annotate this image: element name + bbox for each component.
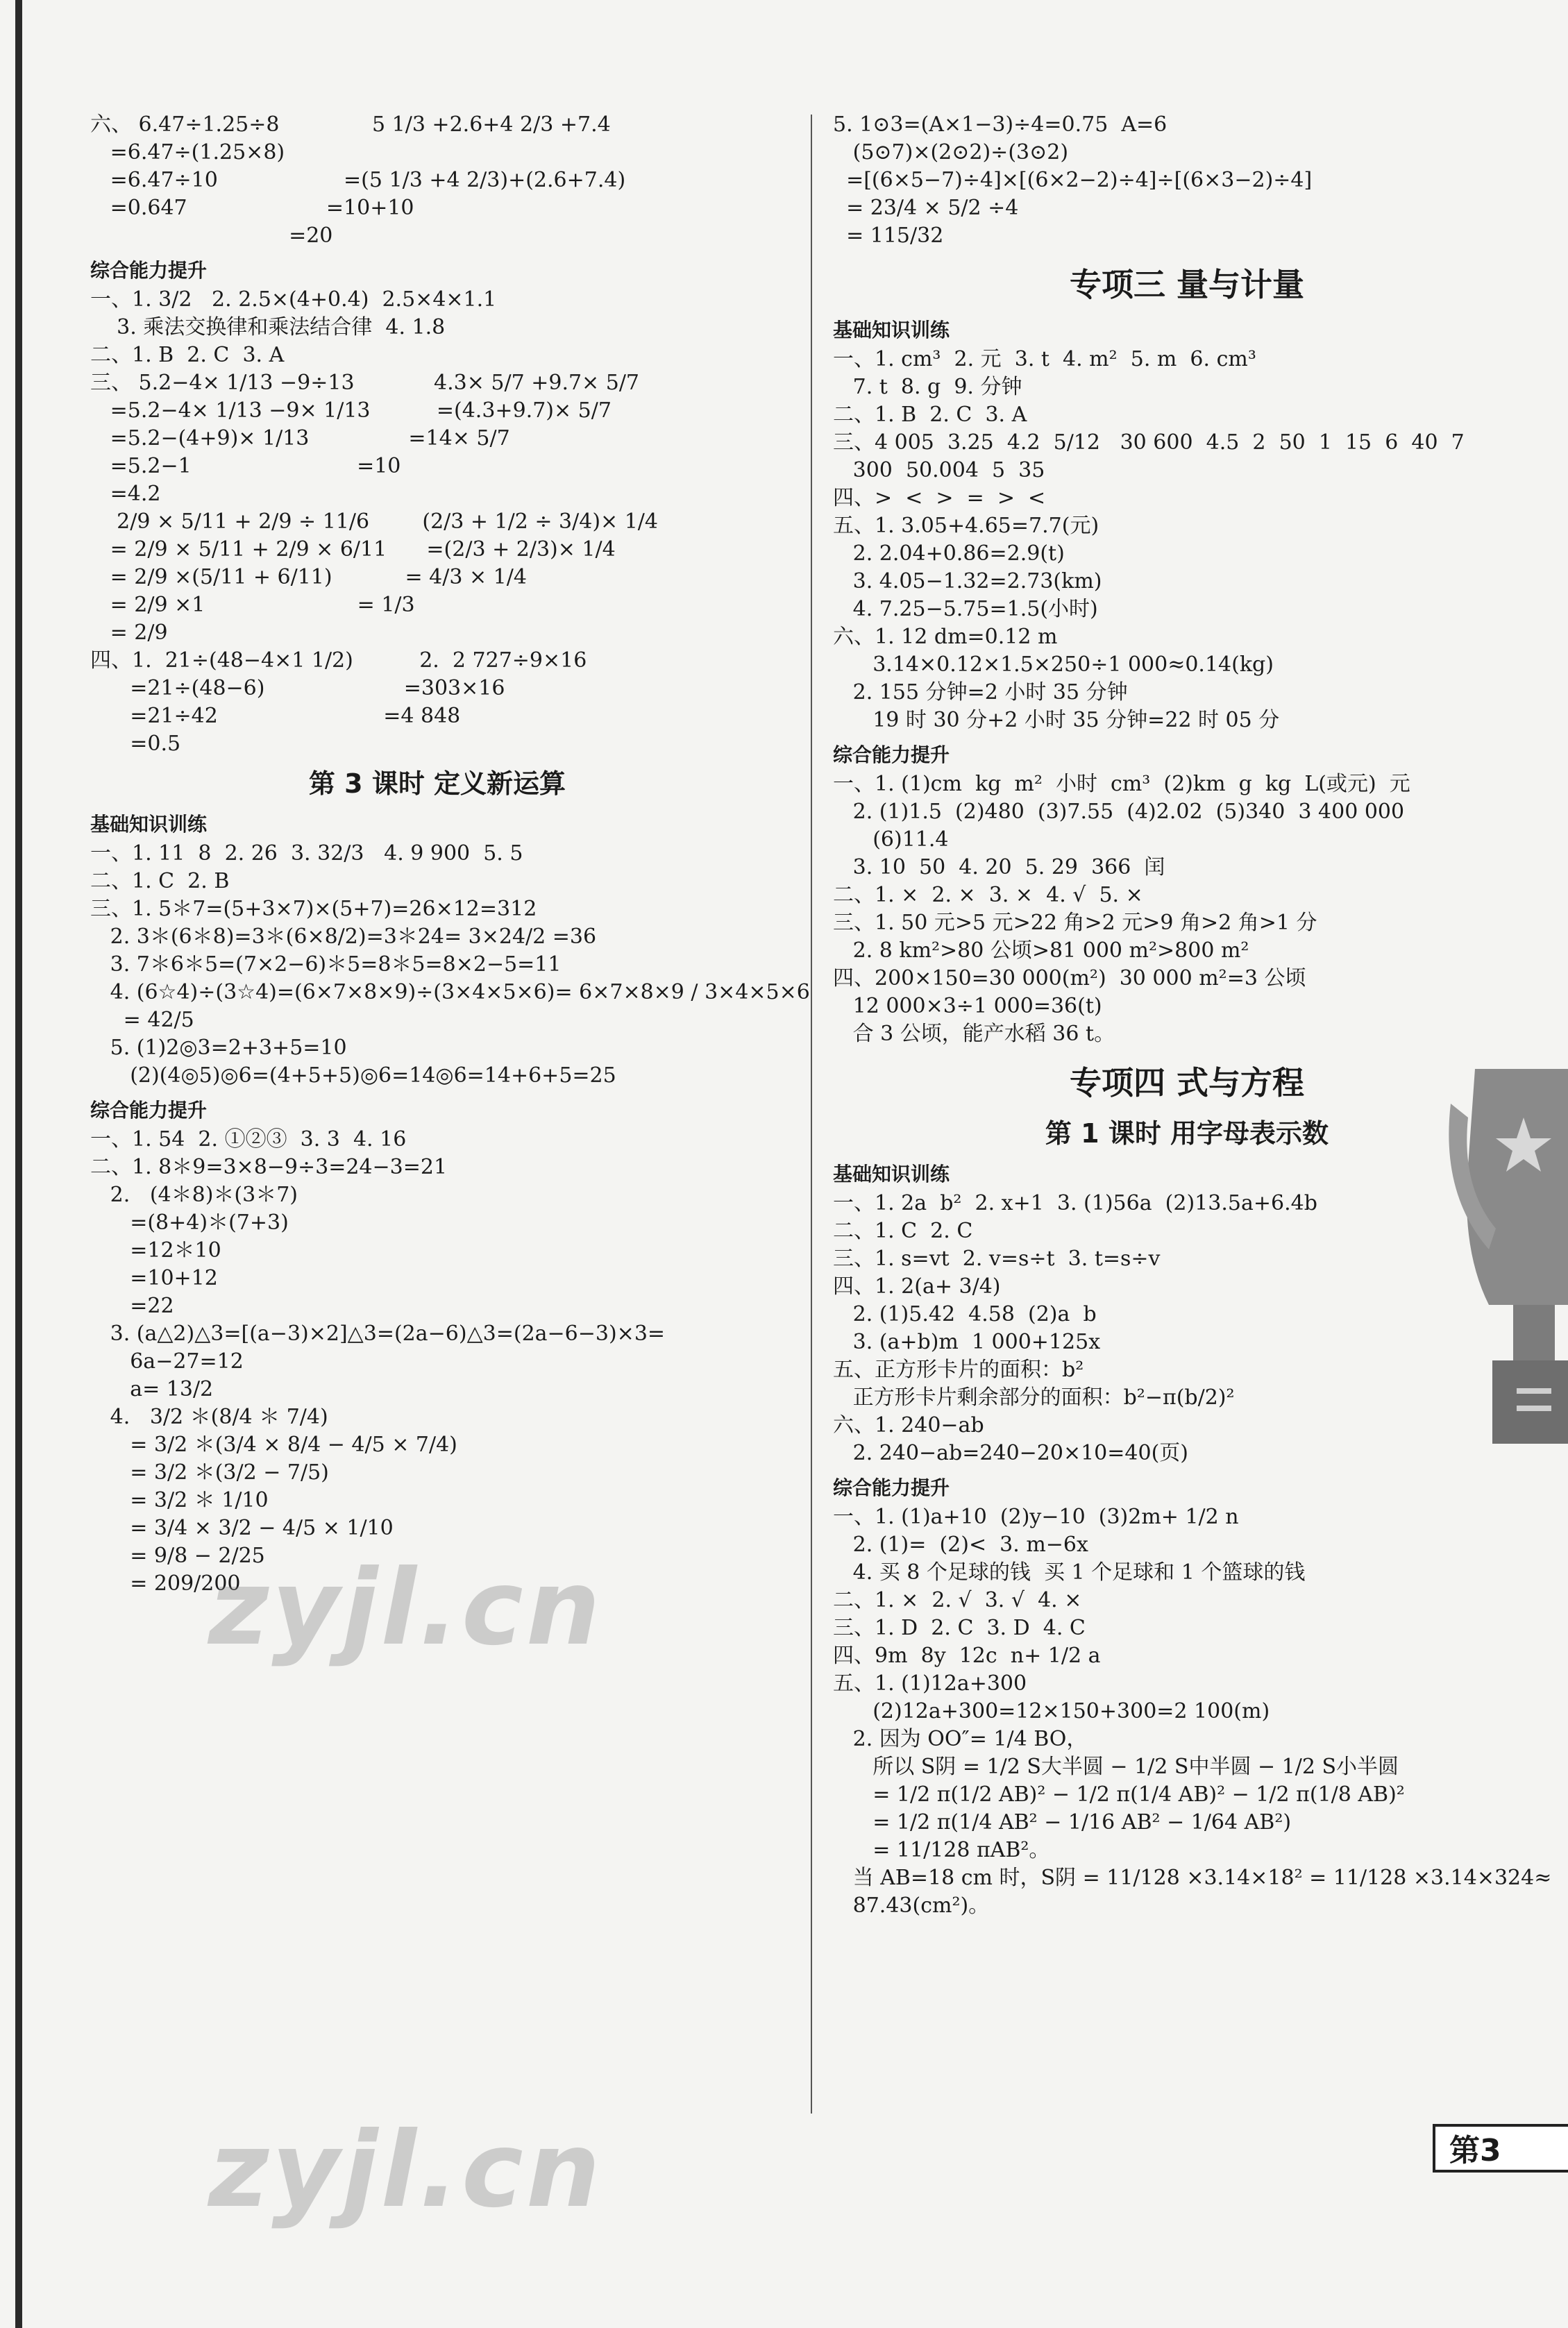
answer-line: 3. 乘法交换律和乘法结合律 4. 1.8 <box>90 315 446 339</box>
answer-line: 12 000×3÷1 000=36(t) <box>833 994 1102 1018</box>
answer-line: =21÷(48−6) =303×16 <box>90 676 505 700</box>
answer-line: 4. 7.25−5.75=1.5(小时) <box>833 597 1098 621</box>
answer-line: =6.47÷(1.25×8) <box>90 140 285 165</box>
subsection-label: 基础知识训练 <box>90 813 208 836</box>
answer-line: =0.647 =10+10 <box>90 196 414 220</box>
answer-line: 7. t 8. g 9. 分钟 <box>833 375 1022 399</box>
answer-line: 一、1. cm³ 2. 元 3. t 4. m² 5. m 6. cm³ <box>833 347 1256 371</box>
subsection-label: 综合能力提升 <box>90 259 208 282</box>
answer-line: 2. (1)5.42 4.58 (2)a b <box>833 1302 1097 1326</box>
answer-line: 3. 7＊6＊5=(7×2−6)＊5=8＊5=8×2−5=11 <box>90 952 562 977</box>
answer-line: =[(6×5−7)÷4]×[(6×2−2)÷4]÷[(6×3−2)÷4] <box>833 168 1313 192</box>
answer-line: = 9/8 − 2/25 <box>90 1544 265 1568</box>
left-column <box>90 111 810 1598</box>
answer-line: 三、4 005 3.25 4.2 5/12 30 600 4.5 2 50 1 15 6 40 7 <box>833 430 1465 455</box>
answer-line: = 2/9 × 5/11 + 2/9 × 6/11 =(2/3 + 2/3)× 1/4 <box>90 537 616 562</box>
column-divider <box>811 115 812 2114</box>
answer-line: = 209/200 <box>90 1571 241 1596</box>
answer-line: 二、1. × 2. √ 3. √ 4. × <box>833 1588 1082 1612</box>
answer-line: 二、1. C 2. B <box>90 869 230 893</box>
answer-line: 六、1. 240−ab <box>833 1413 984 1437</box>
answer-line: =12＊10 <box>90 1238 221 1263</box>
answer-line: 一、1. 54 2. ①②③ 3. 3 4. 16 <box>90 1127 407 1152</box>
answer-line: 五、1. 3.05+4.65=7.7(元) <box>833 514 1099 538</box>
answer-line: 4. (6☆4)÷(3☆4)=(6×7×8×9)÷(3×4×5×6)= 6×7×8×9 / 3×4×5×6 <box>90 980 810 1004</box>
answer-line: 合 3 公顷，能产水稻 36 t。 <box>833 1022 1115 1046</box>
answer-line: 正方形卡片剩余部分的面积：b²−π(b/2)² <box>833 1385 1235 1410</box>
answer-line: = 3/2 ＊(3/4 × 8/4 − 4/5 × 7/4) <box>90 1433 457 1457</box>
answer-line: 6a−27=12 <box>90 1349 244 1374</box>
answer-line: 三、1. 5＊7=(5+3×7)×(5+7)=26×12=312 <box>90 897 537 921</box>
answer-line: =(8+4)＊(7+3) <box>90 1211 289 1235</box>
answer-line: = 3/4 × 3/2 − 4/5 × 1/10 <box>90 1516 394 1540</box>
answer-line: 2. 240−ab=240−20×10=40(页) <box>833 1441 1188 1465</box>
answer-line: 一、1. (1)cm kg m² 小时 cm³ (2)km g kg L(或元) 元 <box>833 772 1410 796</box>
answer-line: 一、1. 11 8 2. 26 3. 32/3 4. 9 900 5. 5 <box>90 841 523 866</box>
section-title: 专项三 量与计量 <box>1069 266 1304 303</box>
answer-line: =6.47÷10 =(5 1/3 +4 2/3)+(2.6+7.4) <box>90 168 626 192</box>
answer-line: 3. (a+b)m 1 000+125x <box>833 1330 1101 1354</box>
answer-line: 300 50.004 5 35 <box>833 458 1045 482</box>
answer-line: 3. (a△2)△3=[(a−3)×2]△3=(2a−6)△3=(2a−6−3)×3= <box>90 1322 666 1346</box>
answer-line: 2. 155 分钟=2 小时 35 分钟 <box>833 680 1128 705</box>
answer-line: 2. 3＊(6＊8)=3＊(6×8/2)=3＊24= 3×24/2 =36 <box>90 925 597 949</box>
answer-line: =22 <box>90 1294 174 1318</box>
subsection-label: 综合能力提升 <box>833 743 950 766</box>
answer-line: =5.2−4× 1/13 −9× 1/13 =(4.3+9.7)× 5/7 <box>90 398 612 423</box>
answer-line: 四、1. 2(a+ 3/4) <box>833 1274 1001 1299</box>
answer-line: =0.5 <box>90 732 181 756</box>
answer-line: 4. 买 8 个足球的钱 买 1 个足球和 1 个篮球的钱 <box>833 1560 1306 1585</box>
lesson-title: 第 3 课时 定义新运算 <box>308 768 566 799</box>
answer-line: 二、1. B 2. C 3. A <box>833 403 1027 427</box>
answer-line: 19 时 30 分+2 小时 35 分钟=22 时 05 分 <box>833 708 1280 732</box>
answer-line: 六、1. 12 dm=0.12 m <box>833 625 1058 649</box>
answer-line: (2)12a+300=12×150+300=2 100(m) <box>833 1699 1270 1723</box>
subsection-label: 综合能力提升 <box>90 1099 208 1122</box>
answer-line: = 42/5 <box>90 1008 194 1032</box>
answer-line: 六、 6.47÷1.25÷8 5 1/3 +2.6+4 2/3 +7.4 <box>90 112 611 137</box>
answer-line: 五、正方形卡片的面积：b² <box>833 1358 1084 1382</box>
right-column <box>833 111 1552 1920</box>
answer-line: 2. 因为 OO″= 1/4 BO， <box>833 1727 1088 1751</box>
watermark: zyjl.cn <box>208 2110 603 2231</box>
answer-line: 3.14×0.12×1.5×250÷1 000≈0.14(kg) <box>833 652 1274 677</box>
answer-line: 2. (4＊8)＊(3＊7) <box>90 1183 298 1207</box>
answer-line: 3. 10 50 4. 20 5. 29 366 闰 <box>833 855 1165 879</box>
answer-line: = 3/2 ＊(3/2 − 7/5) <box>90 1460 329 1485</box>
answer-line: =5.2−1 =10 <box>90 454 401 478</box>
answer-line: 2. 8 km²>80 公顷>81 000 m²>800 m² <box>833 938 1249 963</box>
answer-line: = 115/32 <box>833 223 944 248</box>
answer-line: 87.43(cm²)。 <box>833 1893 990 1918</box>
answer-line: = 2/9 ×1 = 1/3 <box>90 593 415 617</box>
answer-line: 二、1. 8＊9=3×8−9÷3=24−3=21 <box>90 1155 448 1179</box>
answer-line: =20 <box>90 223 333 248</box>
answer-line: 二、1. B 2. C 3. A <box>90 343 285 367</box>
answer-line: = 11/128 πAB²。 <box>833 1838 1050 1862</box>
answer-line: (6)11.4 <box>833 827 949 852</box>
answer-line: 一、1. 2a b² 2. x+1 3. (1)56a (2)13.5a+6.4b <box>833 1191 1317 1215</box>
answer-line: 三、1. s=vt 2. v=s÷t 3. t=s÷v <box>833 1247 1161 1271</box>
answer-line: =21÷42 =4 848 <box>90 704 461 728</box>
trophy-illustration <box>1447 1041 1568 2055</box>
answer-line: 五、1. (1)12a+300 <box>833 1671 1027 1696</box>
section-title: 专项四 式与方程 <box>1069 1064 1304 1102</box>
answer-line: 2. (1)= (2)< 3. m−6x <box>833 1533 1088 1557</box>
page-number-tab: 第3 <box>1433 2124 1568 2173</box>
answer-line: 四、> < > = > < <box>833 486 1046 510</box>
answer-line: a= 13/2 <box>90 1377 214 1401</box>
answer-line: 三、1. D 2. C 3. D 4. C <box>833 1616 1086 1640</box>
answer-line: 二、1. C 2. C <box>833 1219 973 1243</box>
answer-line: 四、200×150=30 000(m²) 30 000 m²=3 公顷 <box>833 966 1306 990</box>
answer-line: (2)(4◎5)◎6=(4+5+5)◎6=14◎6=14+6+5=25 <box>90 1063 616 1088</box>
answer-line: 当 AB=18 cm 时，S阴 = 11/128 ×3.14×18² = 11/128 ×3.14×324≈ <box>833 1866 1552 1890</box>
answer-line: =5.2−(4+9)× 1/13 =14× 5/7 <box>90 426 510 450</box>
answer-line: 4. 3/2 ＊(8/4 ＊ 7/4) <box>90 1405 328 1429</box>
answer-line: =10+12 <box>90 1266 218 1290</box>
answer-line: (5⊙7)×(2⊙2)÷(3⊙2) <box>833 140 1069 165</box>
answer-line: 四、1. 21÷(48−4×1 1/2) 2. 2 727÷9×16 <box>90 648 587 673</box>
answer-line: 5. (1)2◎3=2+3+5=10 <box>90 1036 347 1060</box>
answer-line: 一、1. 3/2 2. 2.5×(4+0.4) 2.5×4×1.1 <box>90 287 497 312</box>
answer-line: = 2/9 <box>90 621 168 645</box>
answer-line: = 2/9 ×(5/11 + 6/11) = 4/3 × 1/4 <box>90 565 527 589</box>
answer-line: 所以 S阴 = 1/2 S大半圆 − 1/2 S中半圆 − 1/2 S小半圆 <box>833 1755 1399 1779</box>
answer-line: = 3/2 ＊ 1/10 <box>90 1488 269 1512</box>
answer-line: = 23/4 × 5/2 ÷4 <box>833 196 1019 220</box>
answer-line: 2/9 × 5/11 + 2/9 ÷ 11/6 (2/3 + 1/2 ÷ 3/4)× 1/4 <box>90 509 658 534</box>
answer-line: 三、 5.2−4× 1/13 −9÷13 4.3× 5/7 +9.7× 5/7 <box>90 371 640 395</box>
answer-line: = 1/2 π(1/2 AB)² − 1/2 π(1/4 AB)² − 1/2 π(1/8 AB)² <box>833 1782 1405 1807</box>
answer-line: = 1/2 π(1/4 AB² − 1/16 AB² − 1/64 AB²) <box>833 1810 1292 1834</box>
lesson-title: 第 1 课时 用字母表示数 <box>1045 1118 1329 1149</box>
subsection-label: 基础知识训练 <box>833 1163 950 1186</box>
answer-line: 5. 1⊙3=(A×1−3)÷4=0.75 A=6 <box>833 112 1167 137</box>
answer-line: 2. (1)1.5 (2)480 (3)7.55 (4)2.02 (5)340 3 400 000 <box>833 800 1405 824</box>
answer-line: 四、9m 8y 12c n+ 1/2 a <box>833 1644 1101 1668</box>
answer-line: 3. 4.05−1.32=2.73(km) <box>833 569 1102 593</box>
answer-line: 2. 2.04+0.86=2.9(t) <box>833 541 1065 566</box>
subsection-label: 综合能力提升 <box>833 1476 950 1499</box>
binding-edge <box>15 0 22 2328</box>
watermark: zyjl.cn <box>208 1548 603 1669</box>
answer-line: 二、1. × 2. × 3. × 4. √ 5. × <box>833 883 1143 907</box>
answer-line: 三、1. 50 元>5 元>22 角>2 元>9 角>2 角>1 分 <box>833 911 1317 935</box>
answer-line: =4.2 <box>90 482 161 506</box>
answer-line: 一、1. (1)a+10 (2)y−10 (3)2m+ 1/2 n <box>833 1505 1239 1529</box>
subsection-label: 基础知识训练 <box>833 319 950 341</box>
